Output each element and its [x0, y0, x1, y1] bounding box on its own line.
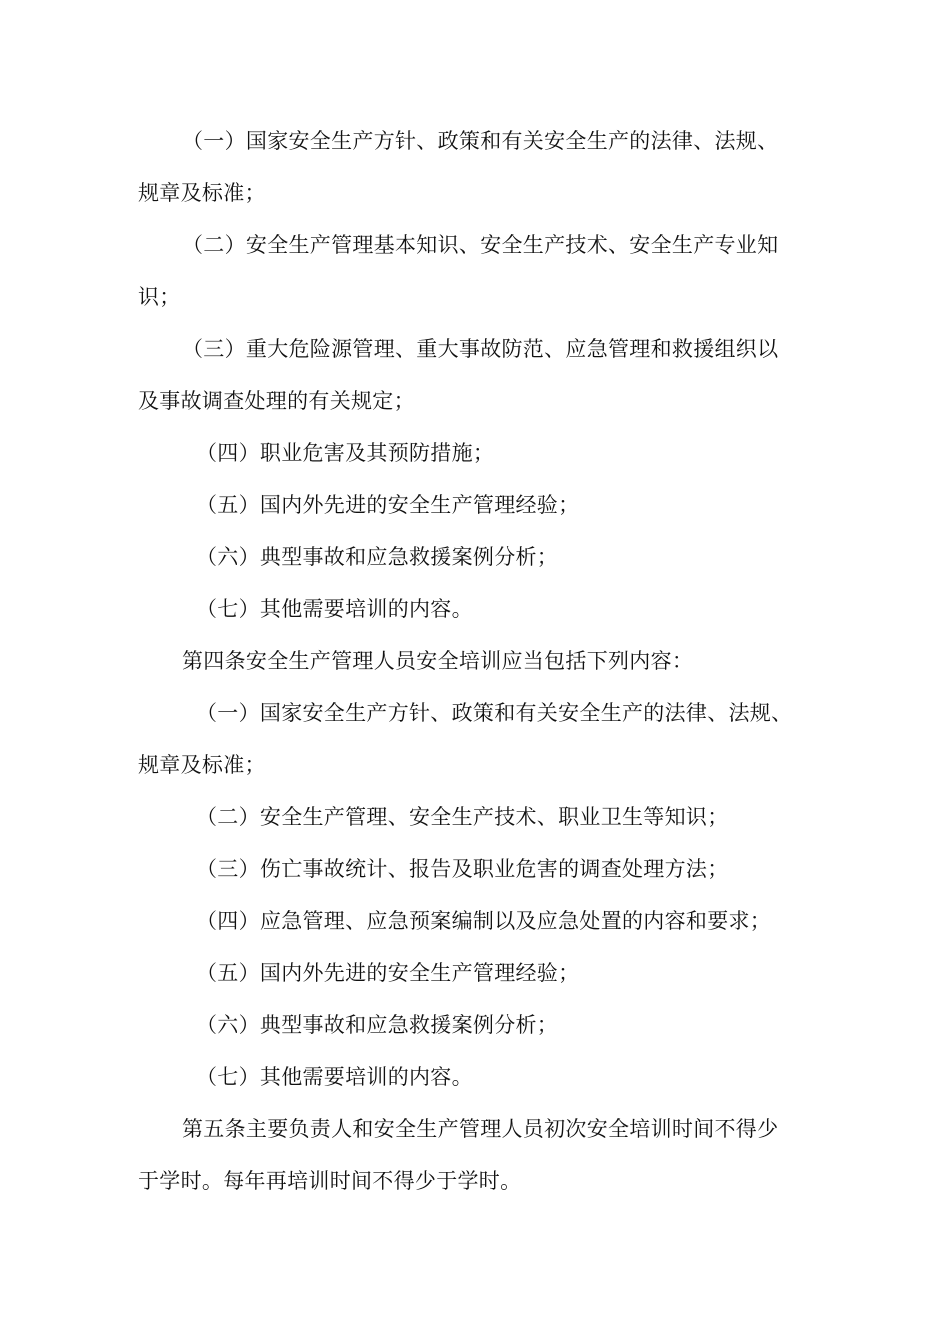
text-line: 识； — [138, 285, 181, 309]
text-line: （六）典型事故和应急救援案例分析； — [196, 545, 559, 569]
article-heading: 第五条主要负责人和安全生产管理人员初次安全培训时间不得少 — [182, 1117, 779, 1141]
text-line: （三）重大危险源管理、重大事故防范、应急管理和救援组织以 — [182, 337, 779, 361]
text-line: （四）应急管理、应急预案编制以及应急处置的内容和要求； — [196, 909, 772, 933]
text-line: （二）安全生产管理、安全生产技术、职业卫生等知识； — [196, 805, 729, 829]
text-line: （四）职业危害及其预防措施； — [196, 441, 495, 465]
text-line: （一）国家安全生产方针、政策和有关安全生产的法律、法规、 — [196, 701, 793, 725]
text-line: 规章及标准； — [138, 181, 266, 205]
text-line: （五）国内外先进的安全生产管理经验； — [196, 493, 580, 517]
text-line: 规章及标准； — [138, 753, 266, 777]
text-line: （五）国内外先进的安全生产管理经验； — [196, 961, 580, 985]
text-line: （六）典型事故和应急救援案例分析； — [196, 1013, 559, 1037]
text-line: 及事故调查处理的有关规定； — [138, 389, 415, 413]
text-line: （三）伤亡事故统计、报告及职业危害的调查处理方法； — [196, 857, 729, 881]
text-line: 于学时。每年再培训时间不得少于学时。 — [138, 1169, 522, 1193]
text-line: （七）其他需要培训的内容。 — [196, 1065, 473, 1089]
text-line: （七）其他需要培训的内容。 — [196, 597, 473, 621]
article-heading: 第四条安全生产管理人员安全培训应当包括下列内容： — [182, 649, 694, 673]
text-line: （一）国家安全生产方针、政策和有关安全生产的法律、法规、 — [182, 129, 779, 153]
text-line: （二）安全生产管理基本知识、安全生产技术、安全生产专业知 — [182, 233, 779, 257]
